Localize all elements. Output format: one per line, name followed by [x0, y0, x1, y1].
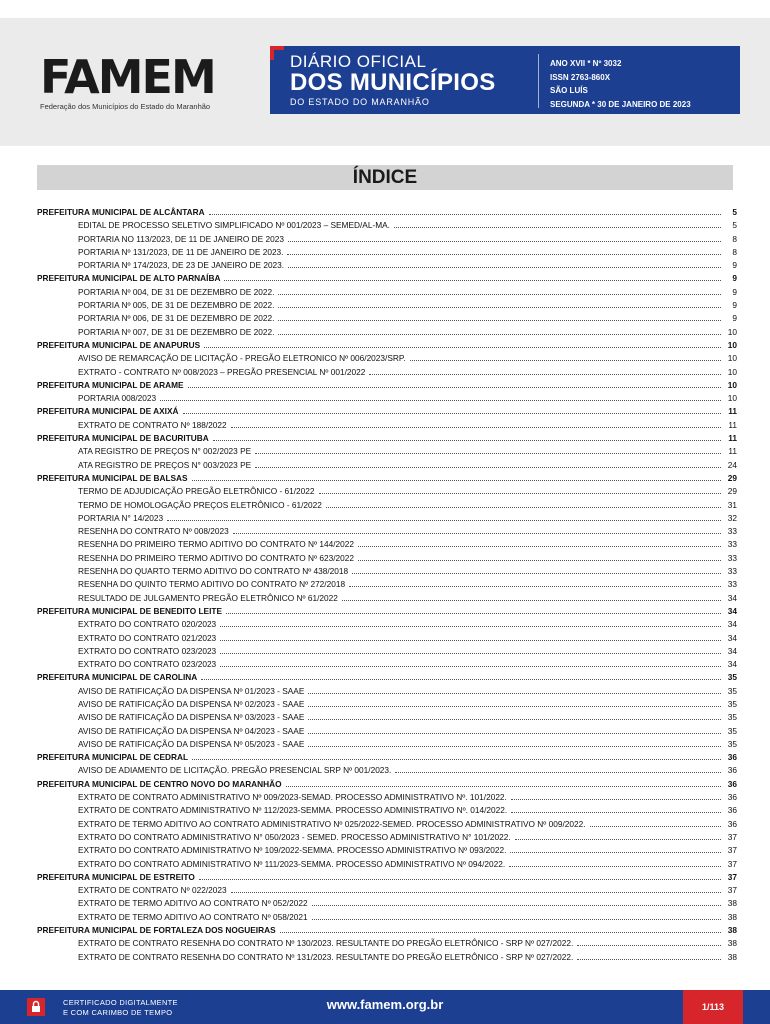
toc-entry-label: PORTARIA NO 113/2023, DE 11 DE JANEIRO DE 2023	[78, 233, 284, 244]
toc-page-number: 37	[727, 858, 737, 869]
toc-page-number: 29	[727, 472, 737, 483]
toc-leader-dots	[590, 818, 721, 827]
toc-section-label: PREFEITURA MUNICIPAL DE FORTALEZA DOS NOGUEIRAS	[37, 925, 276, 936]
toc-entry-row[interactable]	[37, 366, 737, 379]
toc-entry-label: EXTRATO DO CONTRATO ADMINISTRATIVO Nº 111/2023-SEMMA. PROCESSO ADMINISTRATIVO Nº 094/2022.	[78, 858, 506, 869]
toc-leader-dots	[395, 764, 721, 773]
toc-section-label: PREFEITURA MUNICIPAL DE ANAPURUS	[37, 339, 201, 350]
toc-entry-row[interactable]	[37, 685, 737, 698]
toc-leader-dots	[188, 379, 721, 388]
toc-entry-label: AVISO DE RATIFICAÇÃO DA DISPENSA Nº 04/2023 - SAAE	[78, 725, 305, 736]
toc-section-label: PREFEITURA MUNICIPAL DE ALTO PARNAÍBA	[37, 273, 221, 284]
toc-entry-row[interactable]	[37, 565, 737, 578]
toc-entry-label: EXTRATO DO CONTRATO ADMINISTRATIVO Nº 109/2022-SEMMA. PROCESSO ADMINISTRATIVO Nº 093/2022.	[78, 845, 507, 856]
toc-entry-label: PORTARIA N° 14/2023	[78, 512, 164, 523]
diario-title-line1: DIÁRIO OFICIAL	[290, 52, 427, 71]
toc-entry-label: RESENHA DO PRIMEIRO TERMO ADITIVO DO CONTRATO Nº 623/2022	[78, 552, 354, 563]
toc-entry-label: EXTRATO DE TERMO ADITIVO AO CONTRATO ADMINISTRATIVO Nº 025/2022-SEMED. PROCESSO ADMINISTRATIVO Nº 009/2022.	[78, 818, 586, 829]
toc-entry-row[interactable]	[37, 698, 737, 711]
toc-leader-dots	[286, 778, 721, 787]
toc-entry-row[interactable]	[37, 911, 737, 924]
toc-entry-row[interactable]	[37, 844, 737, 857]
toc-page-number: 9	[732, 286, 737, 297]
toc-entry-label: EXTRATO DO CONTRATO 020/2023	[78, 619, 217, 630]
toc-entry-row[interactable]	[37, 485, 737, 498]
toc-leader-dots	[352, 565, 721, 574]
toc-page-number: 34	[727, 632, 737, 643]
toc-entry-label: PORTARIA Nº 131/2023, DE 11 DE JANEIRO DE 2023.	[78, 246, 284, 257]
diario-title-line3: DO ESTADO DO MARANHÃO	[290, 97, 430, 107]
toc-leader-dots	[204, 339, 721, 348]
toc-page-number: 10	[727, 326, 737, 337]
toc-entry-label: PORTARIA Nº 006, DE 31 DE DEZEMBRO DE 2022.	[78, 313, 275, 324]
toc-page-number: 36	[727, 792, 737, 803]
toc-page-number: 33	[727, 552, 737, 563]
toc-page-number: 35	[727, 725, 737, 736]
toc-page-number: 36	[727, 805, 737, 816]
toc-page-number: 8	[732, 233, 737, 244]
toc-entry-row[interactable]	[37, 711, 737, 724]
toc-page-number: 33	[727, 566, 737, 577]
toc-leader-dots	[349, 578, 721, 587]
toc-leader-dots	[394, 219, 721, 228]
toc-page-number: 38	[727, 951, 737, 962]
toc-leader-dots	[220, 618, 721, 627]
toc-entry-row[interactable]	[37, 738, 737, 751]
toc-page-number: 32	[727, 512, 737, 523]
toc-section-label: PREFEITURA MUNICIPAL DE ARAME	[37, 379, 184, 390]
toc-section-row[interactable]	[37, 272, 737, 285]
diario-title-line2: DOS MUNICÍPIOS	[290, 69, 496, 96]
toc-entry-row[interactable]	[37, 538, 737, 551]
toc-entry-row[interactable]	[37, 578, 737, 591]
toc-page-number: 10	[727, 366, 737, 377]
toc-leader-dots	[510, 844, 721, 853]
diario-oficial-banner	[270, 46, 740, 114]
issue-date: SEGUNDA * 30 DE JANEIRO DE 2023	[550, 99, 691, 109]
toc-leader-dots	[231, 419, 721, 428]
toc-leader-dots	[312, 897, 721, 906]
toc-leader-dots	[220, 658, 721, 667]
famem-logo	[40, 50, 260, 116]
toc-leader-dots	[278, 312, 721, 321]
toc-leader-dots	[369, 366, 721, 375]
toc-section-row[interactable]	[37, 871, 737, 884]
toc-entry-row[interactable]	[37, 286, 737, 299]
toc-page-number: 36	[727, 778, 737, 789]
toc-page-number: 11	[728, 446, 737, 457]
toc-leader-dots	[192, 751, 721, 760]
toc-entry-row[interactable]	[37, 326, 737, 339]
toc-leader-dots	[231, 884, 721, 893]
toc-page-number: 5	[732, 220, 737, 231]
toc-leader-dots	[287, 246, 721, 255]
toc-section-row[interactable]	[37, 924, 737, 937]
toc-section-row[interactable]	[37, 472, 737, 485]
toc-entry-label: PORTARIA Nº 004, DE 31 DE DEZEMBRO DE 2022.	[78, 286, 275, 297]
toc-page-number: 37	[727, 831, 737, 842]
indice-title: ÍNDICE	[352, 167, 418, 188]
toc-page-number: 35	[727, 685, 737, 696]
toc-entry-label: RESENHA DO QUINTO TERMO ADITIVO DO CONTRATO Nº 272/2018	[78, 579, 346, 590]
toc-page-number: 24	[727, 459, 737, 470]
toc-entry-label: EXTRATO DE CONTRATO ADMINISTRATIVO Nº 009/2023-SEMAD. PROCESSO ADMINISTRATIVO Nº. 101/2022.	[78, 792, 507, 803]
toc-entry-row[interactable]	[37, 658, 737, 671]
toc-leader-dots	[312, 911, 721, 920]
toc-page-number: 36	[727, 818, 737, 829]
toc-leader-dots	[358, 552, 721, 561]
toc-leader-dots	[577, 951, 721, 960]
toc-leader-dots	[319, 485, 721, 494]
site-link[interactable]: www.famem.org.br	[326, 997, 444, 1012]
toc-leader-dots	[511, 804, 721, 813]
toc-page-number: 9	[732, 273, 737, 284]
logo-wordmark: FAMEM	[40, 50, 215, 104]
toc-entry-row[interactable]	[37, 512, 737, 525]
toc-page-number: 29	[727, 486, 737, 497]
issue-city: SÃO LUÍS	[550, 86, 588, 95]
toc-page-number: 33	[727, 526, 737, 537]
toc-leader-dots	[183, 405, 721, 414]
toc-entry-label: TERMO DE ADJUDICAÇÃO PREGÃO ELETRÔNICO - 61/2022	[78, 486, 315, 497]
toc-entry-row[interactable]	[37, 645, 737, 658]
toc-entry-row[interactable]	[37, 233, 737, 246]
toc-section-row[interactable]	[37, 671, 737, 684]
toc-leader-dots	[199, 871, 721, 880]
toc-page-number: 11	[728, 419, 737, 430]
toc-page-number: 9	[732, 260, 737, 271]
toc-leader-dots	[233, 525, 721, 534]
toc-entry-row[interactable]	[37, 445, 737, 458]
toc-entry-row[interactable]	[37, 937, 737, 950]
toc-page-number: 38	[727, 938, 737, 949]
toc-leader-dots	[308, 698, 721, 707]
toc-section-row[interactable]	[37, 379, 737, 392]
toc-entry-label: EXTRATO DO CONTRATO ADMINISTRATIVO N° 050/2023 - SEMED. PROCESSO ADMINISTRATIVO N° 101/2022.	[78, 831, 511, 842]
toc-page-number: 35	[727, 738, 737, 749]
toc-page-number: 34	[727, 659, 737, 670]
toc-entry-label: EXTRATO DE TERMO ADITIVO AO CONTRATO Nº 052/2022	[78, 898, 308, 909]
toc-entry-label: TERMO DE HOMOLOGAÇÃO PREÇOS ELETRÔNICO - 61/2022	[78, 499, 322, 510]
toc-leader-dots	[280, 924, 721, 933]
toc-entry-label: PORTARIA Nº 007, DE 31 DE DEZEMBRO DE 2022.	[78, 326, 275, 337]
toc-leader-dots	[213, 432, 721, 441]
toc-entry-label: AVISO DE REMARCAÇÃO DE LICITAÇÃO - PREGÃO ELETRONICO Nº 006/2023/SRP.	[78, 353, 406, 364]
toc-section-label: PREFEITURA MUNICIPAL DE BACURITUBA	[37, 433, 209, 444]
toc-entry-row[interactable]	[37, 392, 737, 405]
toc-leader-dots	[255, 459, 721, 468]
toc-leader-dots	[410, 352, 721, 361]
logo-subtitle: Federação dos Municípios do Estado do Maranhão	[40, 102, 211, 111]
issn: ISSN 2763-860X	[550, 72, 611, 82]
toc-leader-dots	[192, 472, 721, 481]
toc-page-number: 35	[727, 712, 737, 723]
toc-entry-label: ATA REGISTRO DE PREÇOS N° 002/2023 PE	[78, 446, 252, 457]
toc-entry-row[interactable]	[37, 459, 737, 472]
toc-leader-dots	[515, 831, 721, 840]
toc-entry-label: RESENHA DO CONTRATO Nº 008/2023	[78, 526, 229, 537]
toc-page-number: 10	[727, 393, 737, 404]
toc-section-row[interactable]	[37, 206, 737, 219]
toc-page-number: 37	[727, 845, 737, 856]
toc-entry-row[interactable]	[37, 725, 737, 738]
toc-entry-label: EDITAL DE PROCESSO SELETIVO SIMPLIFICADO Nº 001/2023 – SEMED/AL-MA.	[78, 220, 390, 231]
toc-entry-row[interactable]	[37, 632, 737, 645]
toc-entry-row[interactable]	[37, 246, 737, 259]
toc-entry-label: EXTRATO - CONTRATO Nº 008/2023 – PREGÃO PRESENCIAL Nº 001/2022	[78, 366, 366, 377]
toc-entry-row[interactable]	[37, 312, 737, 325]
toc-leader-dots	[220, 632, 721, 641]
toc-entry-row[interactable]	[37, 831, 737, 844]
toc-page-number: 9	[732, 300, 737, 311]
toc-section-label: PREFEITURA MUNICIPAL DE CAROLINA	[37, 672, 198, 683]
toc-page-number: 10	[727, 339, 737, 350]
toc-leader-dots	[308, 738, 721, 747]
toc-entry-label: EXTRATO DE CONTRATO RESENHA DO CONTRATO Nº 131/2023. RESULTANTE DO PREGÃO ELETRÔNICO - SRP Nº 027/2022.	[78, 951, 574, 962]
toc-page-number: 36	[727, 752, 737, 763]
table-of-contents	[37, 206, 737, 964]
toc-leader-dots	[577, 937, 721, 946]
toc-section-row[interactable]	[37, 605, 737, 618]
toc-entry-row[interactable]	[37, 791, 737, 804]
toc-leader-dots	[288, 259, 721, 268]
toc-leader-dots	[278, 286, 721, 295]
toc-entry-row[interactable]	[37, 299, 737, 312]
toc-entry-label: EXTRATO DO CONTRATO 023/2023	[78, 659, 217, 670]
cert-line-2: E COM CARIMBO DE TEMPO	[63, 1007, 173, 1017]
toc-leader-dots	[308, 725, 721, 734]
toc-page-number: 37	[727, 871, 737, 882]
toc-entry-row[interactable]	[37, 259, 737, 272]
toc-page-number: 35	[727, 698, 737, 709]
toc-leader-dots	[160, 392, 721, 401]
toc-section-row[interactable]	[37, 432, 737, 445]
page-number: 1/113	[683, 990, 743, 1024]
toc-entry-row[interactable]	[37, 592, 737, 605]
toc-page-number: 35	[727, 672, 737, 683]
toc-entry-row[interactable]	[37, 525, 737, 538]
toc-page-number: 33	[727, 539, 737, 550]
toc-entry-label: EXTRATO DE CONTRATO Nº 022/2023	[78, 885, 227, 896]
toc-section-row[interactable]	[37, 339, 737, 352]
toc-page-number: 36	[727, 765, 737, 776]
toc-entry-row[interactable]	[37, 219, 737, 232]
toc-entry-label: AVISO DE RATIFICAÇÃO DA DISPENSA Nº 05/2023 - SAAE	[78, 738, 305, 749]
toc-entry-label: AVISO DE RATIFICAÇÃO DA DISPENSA Nº 03/2023 - SAAE	[78, 712, 305, 723]
toc-leader-dots	[509, 858, 721, 867]
toc-leader-dots	[308, 711, 721, 720]
toc-entry-row[interactable]	[37, 419, 737, 432]
toc-entry-label: EXTRATO DO CONTRATO 021/2023	[78, 632, 217, 643]
toc-entry-row[interactable]	[37, 951, 737, 964]
toc-section-label: PREFEITURA MUNICIPAL DE ALCÂNTARA	[37, 207, 205, 217]
toc-leader-dots	[226, 605, 721, 614]
toc-page-number: 10	[727, 379, 737, 390]
toc-entry-row[interactable]	[37, 818, 737, 831]
footer-bar	[0, 990, 770, 1024]
toc-section-label: PREFEITURA MUNICIPAL DE CENTRO NOVO DO MARANHÃO	[37, 778, 282, 789]
toc-leader-dots	[167, 512, 721, 521]
toc-leader-dots	[224, 272, 721, 281]
toc-leader-dots	[342, 592, 721, 601]
toc-leader-dots	[308, 685, 721, 694]
toc-page-number: 37	[727, 885, 737, 896]
toc-entry-label: AVISO DE ADIAMENTO DE LICITAÇÃO. PREGÃO PRESENCIAL SRP Nº 001/2023.	[78, 765, 392, 776]
toc-entry-row[interactable]	[37, 858, 737, 871]
toc-page-number: 31	[727, 499, 737, 510]
toc-leader-dots	[209, 206, 721, 215]
toc-leader-dots	[511, 791, 721, 800]
toc-entry-label: AVISO DE RATIFICAÇÃO DA DISPENSA Nº 01/2023 - SAAE	[78, 685, 305, 696]
toc-page-number: 34	[727, 605, 737, 616]
toc-page-number: 38	[727, 925, 737, 936]
toc-entry-row[interactable]	[37, 764, 737, 777]
toc-page-number: 34	[727, 645, 737, 656]
banner-divider	[538, 54, 539, 108]
toc-entry-row[interactable]	[37, 884, 737, 897]
toc-section-row[interactable]	[37, 405, 737, 418]
toc-entry-row[interactable]	[37, 352, 737, 365]
toc-page-number: 11	[728, 433, 737, 444]
toc-page-number: 33	[727, 579, 737, 590]
toc-entry-label: ATA REGISTRO DE PREÇOS N° 003/2023 PE	[78, 459, 252, 470]
toc-entry-label: PORTARIA Nº 005, DE 31 DE DEZEMBRO DE 2022.	[78, 300, 275, 311]
toc-page-number: 8	[732, 246, 737, 257]
toc-section-row[interactable]	[37, 778, 737, 791]
toc-leader-dots	[278, 299, 721, 308]
toc-page-number: 9	[732, 313, 737, 324]
toc-page-number: 11	[728, 406, 737, 417]
toc-entry-label: AVISO DE RATIFICAÇÃO DA DISPENSA Nº 02/2023 - SAAE	[78, 698, 305, 709]
toc-entry-label: PORTARIA Nº 174/2023, DE 23 DE JANEIRO DE 2023.	[78, 260, 285, 271]
toc-page-number: 5	[732, 207, 737, 217]
toc-entry-label: EXTRATO DE CONTRATO Nº 188/2022	[78, 419, 227, 430]
toc-leader-dots	[288, 233, 721, 242]
toc-leader-dots	[220, 645, 721, 654]
toc-leader-dots	[201, 671, 721, 680]
toc-page-number: 10	[727, 353, 737, 364]
toc-entry-label: RESULTADO DE JULGAMENTO PREGÃO ELETRÔNICO Nº 61/2022	[78, 592, 338, 603]
toc-leader-dots	[255, 445, 721, 454]
toc-leader-dots	[326, 499, 721, 508]
toc-entry-row[interactable]	[37, 618, 737, 631]
toc-entry-label: EXTRATO DE CONTRATO RESENHA DO CONTRATO Nº 130/2023. RESULTANTE DO PREGÃO ELETRÔNICO - SRP Nº 027/2022.	[78, 938, 574, 949]
indice-heading-bar	[37, 165, 733, 190]
issue-meta	[550, 57, 691, 111]
issue-number: ANO XVII * Nº 3032	[550, 59, 622, 68]
toc-section-label: PREFEITURA MUNICIPAL DE BENEDITO LEITE	[37, 605, 223, 616]
toc-page-number: 38	[727, 911, 737, 922]
toc-entry-row[interactable]	[37, 499, 737, 512]
toc-leader-dots	[278, 326, 721, 335]
toc-page-number: 34	[727, 619, 737, 630]
toc-section-row[interactable]	[37, 751, 737, 764]
toc-entry-label: RESENHA DO PRIMEIRO TERMO ADITIVO DO CONTRATO Nº 144/2022	[78, 539, 354, 550]
toc-page-number: 38	[727, 898, 737, 909]
toc-entry-row[interactable]	[37, 804, 737, 817]
toc-leader-dots	[358, 538, 721, 547]
toc-entry-label: RESENHA DO QUARTO TERMO ADITIVO DO CONTRATO Nº 438/2018	[78, 566, 349, 577]
toc-section-label: PREFEITURA MUNICIPAL DE CEDRAL	[37, 752, 189, 763]
toc-entry-row[interactable]	[37, 552, 737, 565]
toc-page-number: 34	[727, 592, 737, 603]
toc-entry-label: EXTRATO DE TERMO ADITIVO AO CONTRATO Nº 058/2021	[78, 911, 308, 922]
toc-section-label: PREFEITURA MUNICIPAL DE ESTREITO	[37, 871, 195, 882]
toc-section-label: PREFEITURA MUNICIPAL DE BALSAS	[37, 472, 188, 483]
banner-accent	[270, 46, 284, 60]
toc-entry-label: PORTARIA 008/2023	[78, 393, 157, 404]
toc-entry-label: EXTRATO DO CONTRATO 023/2023	[78, 645, 217, 656]
toc-entry-label: EXTRATO DE CONTRATO ADMINISTRATIVO Nº 112/2023-SEMMA. PROCESSO ADMINISTRATIVO Nº. 014/2022.	[78, 805, 508, 816]
toc-section-label: PREFEITURA MUNICIPAL DE AXIXÁ	[37, 406, 179, 417]
cert-line-1: CERTIFICADO DIGITALMENTE	[63, 998, 178, 1007]
toc-entry-row[interactable]	[37, 897, 737, 910]
